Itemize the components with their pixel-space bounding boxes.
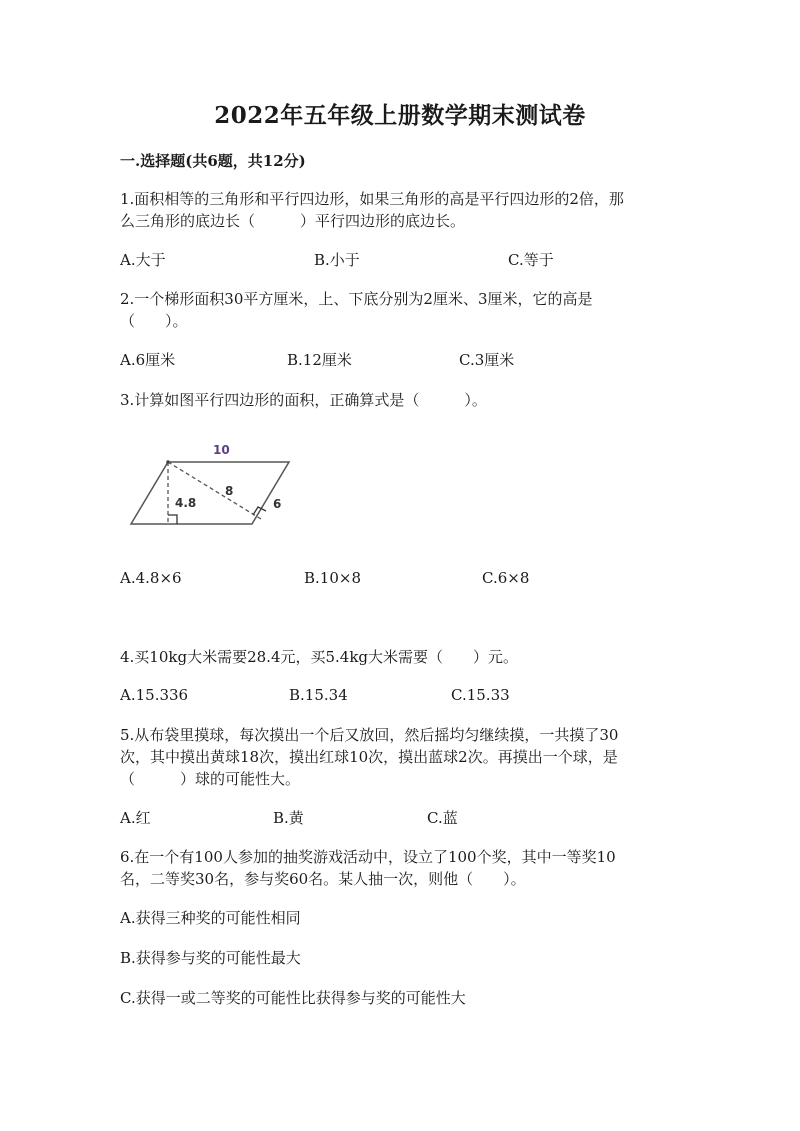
question-6-option-c: C.获得一或二等奖的可能性比获得参与奖的可能性大: [120, 989, 466, 1007]
question-4-option-a: A.15.336: [120, 686, 189, 704]
question-2-option-a: A.6厘米: [120, 351, 176, 369]
question-1-option-b: B.小于: [314, 251, 360, 269]
section-heading: 一.选择题(共6题，共12分): [120, 152, 306, 170]
question-5-line-3: （ ）球的可能性大。: [120, 770, 301, 788]
question-5-option-a: A.红: [120, 809, 151, 827]
question-3-option-a: A.4.8×6: [120, 569, 182, 587]
label-diagonal: 8: [225, 484, 234, 498]
question-2-line-1: 2.一个梯形面积30平方厘米，上、下底分别为2厘米、3厘米，它的高是: [120, 290, 593, 308]
question-6-line-1: 6.在一个有100人参加的抽奖游戏活动中，设立了100个奖，其中一等奖10: [120, 848, 616, 866]
question-3-line-1: 3.计算如图平行四边形的面积，正确算式是（ ）。: [120, 391, 487, 409]
parallelogram-shape: [131, 462, 289, 524]
question-5-line-2: 次，其中摸出黄球18次，摸出红球10次，摸出蓝球2次。再摸出一个球，是: [120, 748, 618, 766]
label-top: 10: [213, 443, 230, 457]
label-height: 4.8: [175, 496, 197, 510]
parallelogram-figure: [120, 435, 320, 535]
question-1-option-a: A.大于: [120, 251, 166, 269]
question-5-option-b: B.黄: [273, 809, 304, 827]
question-3-option-b: B.10×8: [304, 569, 361, 587]
question-2-line-2: （ ）。: [120, 312, 188, 330]
diagonal-line: [168, 462, 261, 519]
label-side: 6: [273, 497, 282, 511]
question-5-line-1: 5.从布袋里摸球，每次摸出一个后又放回，然后摇均匀继续摸，一共摸了30: [120, 726, 619, 744]
question-1-option-c: C.等于: [508, 251, 554, 269]
question-1-line-2: 么三角形的底边长（ ）平行四边形的底边长。: [120, 212, 466, 230]
question-4-option-c: C.15.33: [451, 686, 510, 704]
question-1-line-1: 1.面积相等的三角形和平行四边形，如果三角形的高是平行四边形的2倍，那: [120, 190, 624, 208]
vertex-dot: [166, 460, 170, 464]
question-4-option-b: B.15.34: [289, 686, 348, 704]
question-6-option-a: A.获得三种奖的可能性相同: [120, 909, 301, 927]
question-5-option-c: C.蓝: [427, 809, 458, 827]
question-2-option-c: C.3厘米: [459, 351, 515, 369]
question-6-option-b: B.获得参与奖的可能性最大: [120, 949, 301, 967]
right-angle-mark-1: [168, 515, 177, 524]
question-4-line-1: 4.买10kg大米需要28.4元，买5.4kg大米需要（ ）元。: [120, 648, 519, 666]
question-6-line-2: 名，二等奖30名，参与奖60名。某人抽一次，则他（ ）。: [120, 870, 526, 888]
question-2-option-b: B.12厘米: [287, 351, 352, 369]
question-3-option-c: C.6×8: [482, 569, 530, 587]
page-title: 2022年五年级上册数学期末测试卷: [214, 102, 586, 129]
